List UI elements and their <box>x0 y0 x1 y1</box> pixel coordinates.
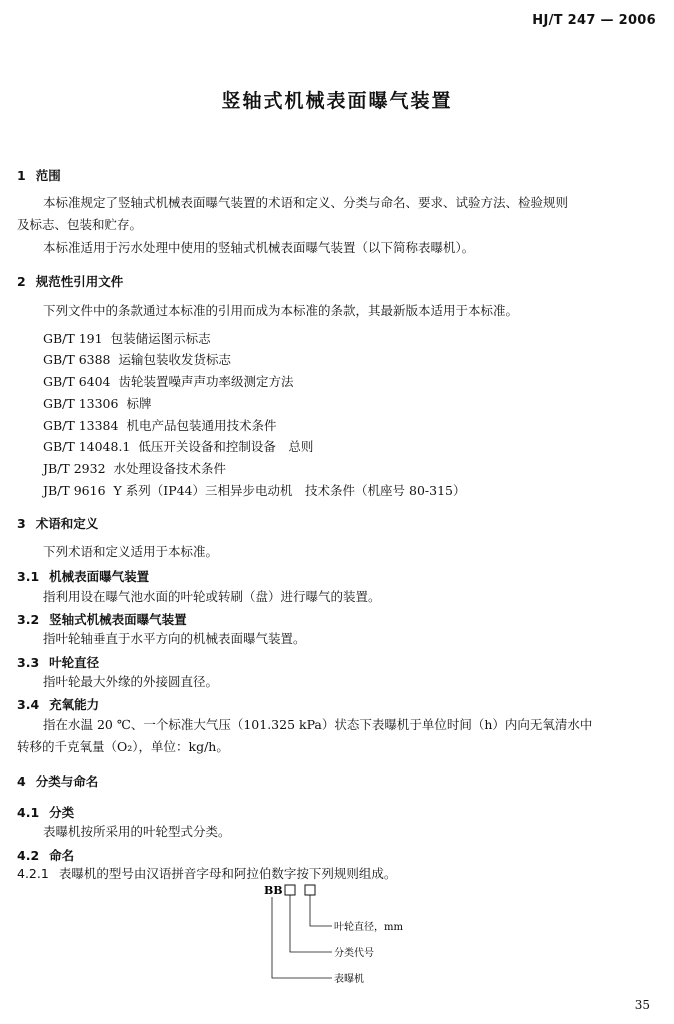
reference-code: JB/T 9616 <box>43 483 106 498</box>
reference-code: GB/T 6388 <box>43 352 111 367</box>
subsection-3-3-heading <box>17 653 99 671</box>
subsection-number: 3.4 <box>17 697 40 712</box>
subsection-number: 4.1 <box>17 805 40 820</box>
reference-code: GB/T 13306 <box>43 396 119 411</box>
section-title: 规范性引用文件 <box>35 274 124 289</box>
model-designation-diagram <box>262 880 462 990</box>
section-number: 4 <box>17 774 26 789</box>
subsection-title: 充氧能力 <box>49 697 100 712</box>
reference-name: 机电产品包装通用技术条件 <box>126 418 277 433</box>
reference-name: 水处理设备技术条件 <box>113 461 227 476</box>
paragraph: 本标准规定了竖轴式机械表面曝气装置的术语和定义、分类与命名、要求、试验方法、检验规则 <box>43 195 569 210</box>
section-2-heading <box>17 272 123 290</box>
section-title: 分类与命名 <box>35 774 99 789</box>
leader-line <box>310 895 332 926</box>
clause-number: 4.2.1 <box>17 866 49 881</box>
section-1-heading <box>17 166 61 184</box>
reference-item <box>43 372 294 390</box>
paragraph: 表曝机按所采用的叶轮型式分类。 <box>43 824 231 839</box>
paragraph: 本标准适用于污水处理中使用的竖轴式机械表面曝气装置（以下简称表曝机）。 <box>43 240 475 255</box>
term-definition: 指叶轮轴垂直于水平方向的机械表面曝气装置。 <box>43 631 306 646</box>
subsection-number: 4.2 <box>17 848 40 863</box>
subsection-number: 3.3 <box>17 655 40 670</box>
reference-item <box>43 481 465 499</box>
subsection-number: 3.2 <box>17 612 40 627</box>
reference-item <box>43 416 276 434</box>
reference-code: GB/T 13384 <box>43 418 119 433</box>
subsection-number: 3.1 <box>17 569 40 584</box>
reference-name: 低压开关设备和控制设备 总则 <box>138 439 314 454</box>
placeholder-box <box>285 885 295 895</box>
subsection-title: 命名 <box>49 848 75 863</box>
subsection-title: 叶轮直径 <box>49 655 100 670</box>
term-definition: 指叶轮最大外缘的外接圆直径。 <box>43 674 219 689</box>
reference-item <box>43 329 211 347</box>
section-title: 范围 <box>35 168 61 183</box>
placeholder-box <box>305 885 315 895</box>
paragraph: 下列术语和定义适用于本标准。 <box>43 544 219 559</box>
standard-number: HJ/T 247 — 2006 <box>532 13 656 28</box>
reference-code: JB/T 2932 <box>43 461 106 476</box>
subsection-title: 竖轴式机械表面曝气装置 <box>49 612 187 627</box>
clause-4-2-1 <box>17 868 396 881</box>
term-definition: 指在水温 20 ℃、一个标准大气压（101.325 kPa）状态下表曝机于单位时间（h）内向无氧清水中 <box>43 717 593 732</box>
reference-code: GB/T 14048.1 <box>43 439 131 454</box>
subsection-4-1-heading <box>17 803 74 821</box>
label-classification-code: 分类代号 <box>334 948 374 959</box>
subsection-3-4-heading <box>17 695 99 713</box>
document-title: 竖轴式机械表面曝气装置 <box>221 90 453 112</box>
section-3-heading <box>17 514 98 532</box>
section-4-heading <box>17 772 98 790</box>
section-number: 1 <box>17 168 26 183</box>
reference-item <box>43 437 313 455</box>
reference-item <box>43 350 231 368</box>
section-number: 3 <box>17 516 26 531</box>
label-aerator: 表曝机 <box>334 974 364 985</box>
section-number: 2 <box>17 274 26 289</box>
label-impeller-diameter: 叶轮直径，mm <box>334 922 403 933</box>
reference-name: 标牌 <box>126 396 152 411</box>
model-prefix: BB <box>264 884 283 897</box>
reference-name: 齿轮装置噪声声功率级测定方法 <box>118 374 294 389</box>
page-number: 35 <box>634 998 650 1012</box>
reference-code: GB/T 191 <box>43 331 103 346</box>
paragraph: 及标志、包装和贮存。 <box>17 217 143 232</box>
reference-name: 包装储运图示标志 <box>110 331 211 346</box>
reference-item <box>43 394 151 412</box>
term-definition: 指利用设在曝气池水面的叶轮或转刷（盘）进行曝气的装置。 <box>43 589 381 604</box>
reference-name: 运输包装收发货标志 <box>118 352 232 367</box>
clause-text: 表曝机的型号由汉语拼音字母和阿拉伯数字按下列规则组成。 <box>58 866 397 881</box>
term-definition: 转移的千克氧量（O₂），单位：kg/h。 <box>17 739 229 754</box>
subsection-3-1-heading <box>17 567 149 585</box>
reference-item <box>43 459 226 477</box>
paragraph: 下列文件中的条款通过本标准的引用而成为本标准的条款，其最新版本适用于本标准。 <box>43 303 519 318</box>
subsection-title: 机械表面曝气装置 <box>49 569 150 584</box>
subsection-3-2-heading <box>17 610 187 628</box>
reference-code: GB/T 6404 <box>43 374 111 389</box>
reference-name: Y 系列（IP44）三相异步电动机 技术条件（机座号 80-315） <box>113 483 466 498</box>
subsection-title: 分类 <box>49 805 75 820</box>
section-title: 术语和定义 <box>35 516 99 531</box>
subsection-4-2-heading <box>17 846 74 864</box>
leader-line <box>290 895 332 952</box>
leader-line <box>272 897 332 978</box>
